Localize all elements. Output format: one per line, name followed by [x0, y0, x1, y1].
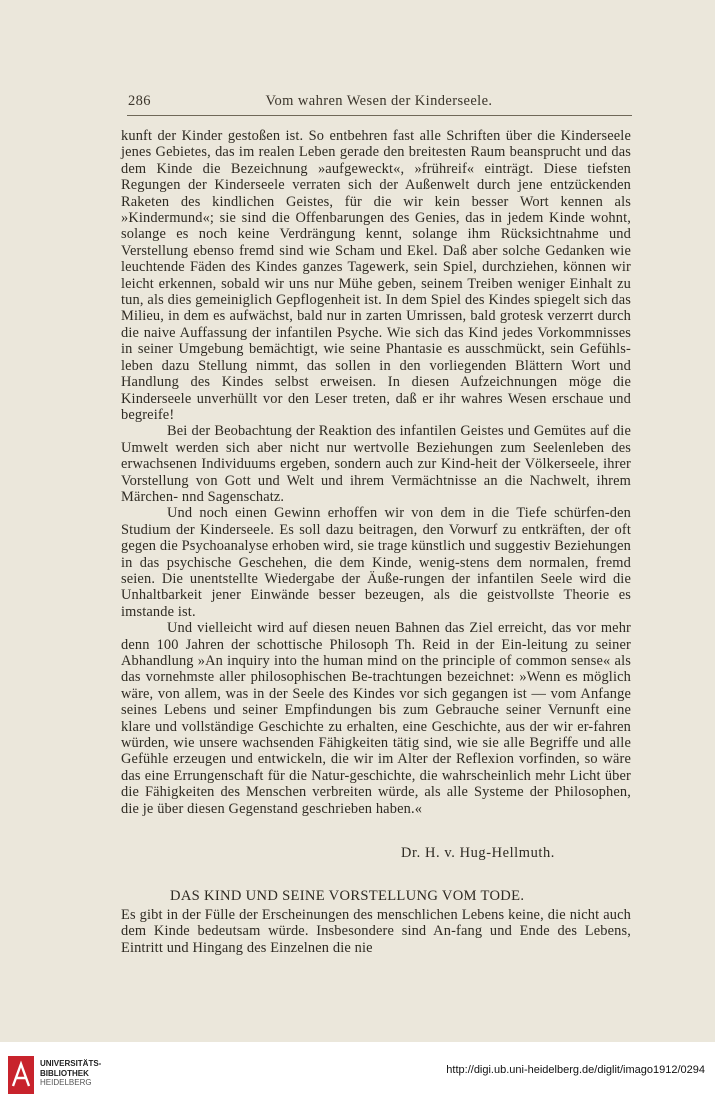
header-rule	[127, 115, 632, 116]
library-name-line: HEIDELBERG	[40, 1078, 92, 1087]
page-header	[128, 93, 630, 113]
source-url-link[interactable]: http://digi.ub.uni-heidelberg.de/diglit/imago1912/0294	[446, 1064, 705, 1076]
page-number: 286	[128, 93, 151, 109]
running-title: Vom wahren Wesen der Kinderseele.	[265, 93, 493, 109]
article-body	[121, 128, 631, 817]
paragraph: kunft der Kinder gestoßen ist. So entbehren fast alle Schriften über die Kinderseele jenes Gebietes, das im realen Leben gerade den breitesten Raum beansprucht und das dem Kinde die Bezeichnung »aufgeweckt«, »frühreif« einträgt. Diese tiefsten Regungen der Kinderseele verraten sich der Außenwelt durch jene entzückenden Raketen des kindlichen Geistes, für die wir kein besser Wort kennen als »Kindermund«; sie sind die Offenbarungen des Genies, das in jedem Kinde wohnt, solange es noch keine Verdrängung kennt, solange ihm Rücksichtnahme und Verstellung ebenso fremd sind wie Scham und Ekel. Daß aber solche Gedanken wie leuchtende Fäden des Kindes ganzes Tagewerk, sein Spiel, durchziehen, können wir leicht erkennen, sobald wir uns nur Mühe geben, seinem Treiben weniger Einhalt zu tun, als dies gemeiniglich Gepflogenheit ist. In dem Spiel des Kindes spiegelt sich das Milieu, in dem es aufwächst, bald nur in zarten Umrissen, bald grotesk verzerrt durch die naive Auffassung der infantilen Psyche. Wie sich das Kind jedes Vorkommnisses in seiner Umgebung bemächtigt, wie seine Phantasie es ausschmückt, sein Gefühls-leben dazu Stellung nimmt, das sollen in den vorliegenden Blättern Wort und Handlung des Kindes selbst erweisen. In diesen Aufzeichnungen möge die Kinderseele unverhüllt vor den Leser treten, daß er ihr wahres Wesen erschaue und begreife!	[121, 128, 631, 423]
paragraph: Und vielleicht wird auf diesen neuen Bahnen das Ziel erreicht, das vor mehr denn 100 Jahren der schottische Philosoph Th. Reid in der Ein-leitung zu seiner Abhandlung »An inquiry into the human mind on the principle of common sense« als das vornehmste aller philosophischen Be-trachtungen bezeichnet: »Wenn es möglich wäre, von allem, was in der Seele des Kindes vor sich gegangen ist — vom Anfange seines Lebens und seiner Empfindungen bis zum Gebrauche seiner Vernunft eine klare und vollständige Geschichte zu erhalten, eine Geschichte, aus der wir er-fahren würden, wie unsere wachsenden Fähigkeiten tätig sind, wie sie alle Begriffe und alle Gefühle erzeugen und entwickeln, die wir im Alter der Reflexion vorfinden, so wäre das eine Errungenschaft für die Natur-geschichte, die wahrscheinlich mehr Licht über die Fähigkeiten des Menschen verbreiten würde, als alle Systeme der Philosophen, die je über diesen Gegenstand geschrieben haben.«	[121, 620, 631, 817]
author-signature: Dr. H. v. Hug-Hellmuth.	[401, 845, 555, 861]
library-footer	[0, 1042, 715, 1102]
section-heading: DAS KIND UND SEINE VORSTELLUNG VOM TODE.	[170, 888, 525, 904]
library-name	[40, 1059, 101, 1088]
paragraph: Bei der Beobachtung der Reaktion des infantilen Geistes und Gemütes auf die Umwelt werden sich aber nicht nur wertvolle Beziehungen zum Seelenleben des erwachsenen Individuums ergeben, sondern auch zur Kind-heit der Völkerseele, ihrer Vorstellung von Gott und Welt und ihrem Vermächtnisse an die Nachwelt, ihrem Märchen- nnd Sagenschatz.	[121, 423, 631, 505]
library-logo-icon	[8, 1056, 34, 1094]
section-text	[121, 907, 631, 956]
library-name-line: BIBLIOTHEK	[40, 1068, 89, 1078]
paragraph: Es gibt in der Fülle der Erscheinungen des menschlichen Lebens keine, die nicht auch dem Kinde bedeutsam würde. Insbesondere sind An-fang und Ende des Lebens, Eintritt und Hingang des Einzelnen die nie	[121, 907, 631, 956]
paragraph: Und noch einen Gewinn erhoffen wir von dem in die Tiefe schürfen-den Studium der Kinderseele. Es soll dazu beitragen, den Vorwurf zu entkräften, der oft gegen die Psychoanalyse erhoben wird, sie trage künstlich und suggestiv Beziehungen in das psychische Geschehen, die dem Kinde, wenig-stens dem normalen, fremd seien. Die unentstellte Wiedergabe der Äuße-rungen der infantilen Seele wird die Unhaltbarkeit jener Einwände besser bezeugen, als die geistvollste Theorie es imstande ist.	[121, 505, 632, 620]
library-name-line: UNIVERSITÄTS-	[40, 1059, 102, 1068]
